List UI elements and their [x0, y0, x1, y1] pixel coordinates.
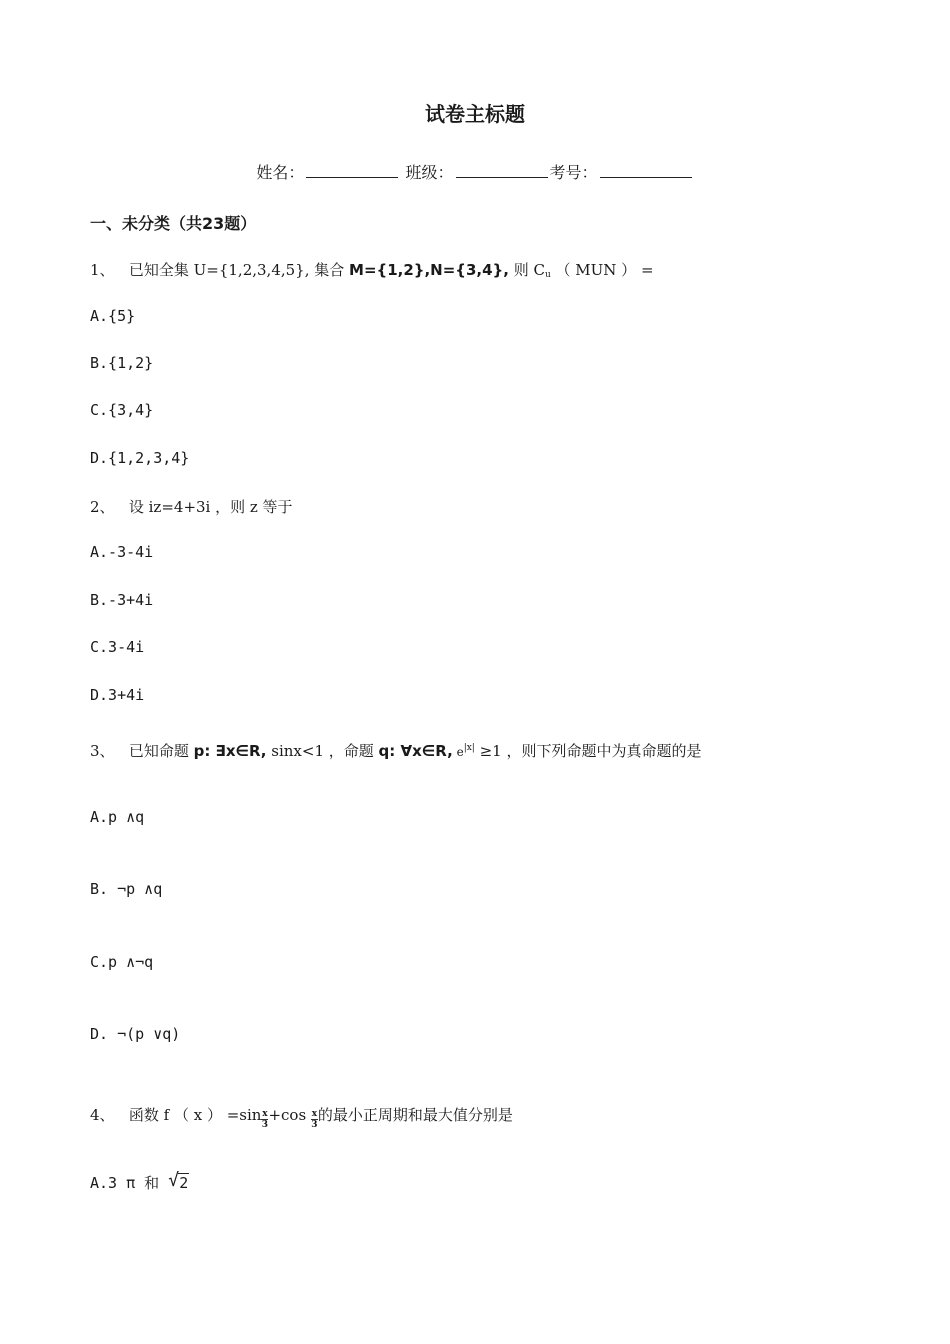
question-text: 函数 f （ x ） =sin	[128, 1106, 262, 1124]
id-blank	[600, 163, 692, 178]
question-number: 3、	[90, 742, 115, 760]
option-b: B. ¬p ∧q	[90, 880, 163, 898]
option-a	[90, 1172, 189, 1193]
option-d: D.3+4i	[90, 686, 145, 704]
fraction-x-over-3	[311, 1109, 318, 1130]
question-text-mid: sinx<1 ，命题	[266, 742, 379, 760]
question-1	[90, 259, 654, 280]
name-blank	[306, 163, 398, 178]
class-blank	[456, 163, 548, 178]
option-c: C.3-4i	[90, 638, 145, 656]
option-a: A.p ∧q	[90, 808, 145, 826]
proposition-p: p: ∃x∈R,	[193, 742, 267, 760]
fraction-numerator: x	[262, 1109, 268, 1119]
option-a: A.{5}	[90, 307, 136, 325]
question-number: 4、	[90, 1106, 115, 1124]
question-2	[90, 496, 293, 517]
set-definition: M={1,2},N={3,4},	[349, 261, 509, 279]
question-text-paren: （ MUN ） =	[555, 261, 654, 279]
complement-subscript: u	[544, 270, 551, 280]
option-a: A.-3-4i	[90, 543, 154, 561]
question-4	[90, 1104, 513, 1130]
question-text-end: ≥1 ，则下列命题中为真命题的是	[474, 742, 702, 760]
option-c: C.{3,4}	[90, 401, 154, 419]
option-c: C.p ∧¬q	[90, 953, 154, 971]
fraction-numerator: x	[311, 1109, 318, 1119]
student-info-line	[0, 160, 950, 183]
question-number: 1、	[90, 261, 115, 279]
fraction-denominator: 3	[311, 1120, 318, 1130]
fraction-denominator: 3	[261, 1120, 269, 1130]
option-b: B.{1,2}	[90, 354, 154, 372]
exponent-abs-x: |x|	[463, 743, 475, 753]
section-heading: 一、未分类（共23题）	[90, 214, 257, 233]
option-d: D.{1,2,3,4}	[90, 449, 190, 467]
paper-title: 试卷主标题	[425, 102, 525, 126]
option-a-prefix: A.3 π 和	[90, 1174, 169, 1192]
question-3	[90, 740, 701, 761]
question-text-cos: +cos	[268, 1106, 311, 1124]
option-b: B.-3+4i	[90, 591, 154, 609]
exponent-base: e	[452, 745, 464, 759]
square-root	[168, 1170, 189, 1192]
radicand: 2	[179, 1174, 189, 1192]
class-label: 班级：	[405, 163, 454, 182]
question-text: 设 iz=4+3i ，则 z 等于	[128, 498, 293, 516]
option-d: D. ¬(p ∨q)	[90, 1025, 181, 1043]
question-text-end: 的最小正周期和最大值分别是	[317, 1106, 513, 1124]
question-text-then: 则 C	[513, 261, 545, 279]
name-label: 姓名：	[256, 163, 305, 182]
id-label: 考号：	[549, 163, 598, 182]
question-text: 已知命题	[128, 742, 194, 760]
question-number: 2、	[90, 498, 115, 516]
radical-sign-icon: √	[168, 1170, 180, 1191]
question-text: 已知全集 U={1,2,3,4,5}, 集合	[128, 261, 350, 279]
proposition-q: q: ∀x∈R,	[378, 742, 453, 760]
